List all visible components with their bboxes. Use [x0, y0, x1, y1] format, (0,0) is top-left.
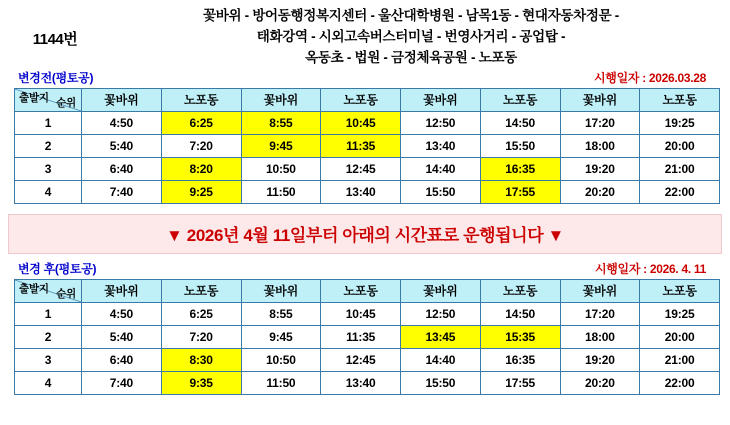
time-cell: 5:40 — [82, 134, 162, 157]
column-header: 노포동 — [480, 279, 560, 302]
time-cell: 7:40 — [82, 371, 162, 394]
time-cell: 21:00 — [640, 157, 720, 180]
time-cell: 8:30 — [161, 348, 241, 371]
column-header: 노포동 — [640, 88, 720, 111]
route-title — [110, 6, 730, 69]
column-header: 노포동 — [321, 88, 401, 111]
time-cell: 15:50 — [480, 134, 560, 157]
time-cell: 19:20 — [560, 348, 640, 371]
time-cell: 11:35 — [321, 134, 401, 157]
time-cell: 13:40 — [401, 134, 481, 157]
time-cell: 14:50 — [480, 302, 560, 325]
time-cell: 19:20 — [560, 157, 640, 180]
time-cell: 12:45 — [321, 348, 401, 371]
before-table-wrap — [0, 88, 730, 204]
time-cell: 9:25 — [161, 180, 241, 203]
column-header: 꽃바위 — [241, 88, 321, 111]
row-number: 4 — [15, 180, 82, 203]
table-header-row — [15, 88, 720, 111]
after-table-wrap — [0, 279, 730, 395]
time-cell: 21:00 — [640, 348, 720, 371]
time-cell: 18:00 — [560, 134, 640, 157]
time-cell: 5:40 — [82, 325, 162, 348]
time-cell: 8:55 — [241, 111, 321, 134]
row-number: 2 — [15, 134, 82, 157]
time-cell: 6:25 — [161, 302, 241, 325]
time-cell: 9:45 — [241, 134, 321, 157]
time-cell: 10:50 — [241, 157, 321, 180]
time-cell: 20:00 — [640, 134, 720, 157]
time-cell: 8:20 — [161, 157, 241, 180]
before-caption-row — [0, 69, 730, 88]
time-cell: 14:40 — [401, 157, 481, 180]
time-cell: 17:20 — [560, 111, 640, 134]
time-cell: 11:50 — [241, 371, 321, 394]
table-row — [15, 325, 720, 348]
column-header: 노포동 — [640, 279, 720, 302]
after-effective-date: 시행일자 : 2026. 4. 11 — [594, 261, 706, 276]
time-cell: 15:35 — [480, 325, 560, 348]
after-caption: 변경 후(평토공) — [18, 261, 97, 276]
column-header: 노포동 — [321, 279, 401, 302]
time-cell: 15:50 — [401, 180, 481, 203]
route-title-line-2: 태화강역 - 시외고속버스터미널 - 번영사거리 - 공업탑 - — [256, 28, 566, 44]
corner-order-label: 순위 — [56, 287, 76, 300]
row-number: 1 — [15, 111, 82, 134]
time-cell: 7:20 — [161, 325, 241, 348]
change-notice-banner: ▼ 2026년 4월 11일부터 아래의 시간표로 운행됩니다 ▼ — [8, 214, 722, 254]
column-header: 노포동 — [161, 279, 241, 302]
time-cell: 22:00 — [640, 371, 720, 394]
time-cell: 7:40 — [82, 180, 162, 203]
table-row — [15, 157, 720, 180]
before-caption: 변경전(평토공) — [18, 70, 94, 85]
time-cell: 9:35 — [161, 371, 241, 394]
time-cell: 10:45 — [321, 111, 401, 134]
table-row — [15, 111, 720, 134]
time-cell: 14:40 — [401, 348, 481, 371]
table-header-row — [15, 279, 720, 302]
time-cell: 13:40 — [321, 180, 401, 203]
after-timetable — [14, 279, 720, 395]
time-cell: 9:45 — [241, 325, 321, 348]
route-title-line-3: 옥동초 - 법원 - 금정체육공원 - 노포동 — [305, 49, 517, 65]
time-cell: 11:35 — [321, 325, 401, 348]
before-effective-date: 시행일자 : 2026.03.28 — [594, 70, 706, 85]
table-row — [15, 348, 720, 371]
table-row — [15, 180, 720, 203]
column-header: 노포동 — [480, 88, 560, 111]
time-cell: 6:40 — [82, 157, 162, 180]
corner-start-label: 출발지 — [19, 282, 49, 295]
header — [0, 0, 730, 69]
time-cell: 20:20 — [560, 371, 640, 394]
time-cell: 4:50 — [82, 111, 162, 134]
time-cell: 6:40 — [82, 348, 162, 371]
time-cell: 16:35 — [480, 157, 560, 180]
row-number: 1 — [15, 302, 82, 325]
time-cell: 12:45 — [321, 157, 401, 180]
time-cell: 13:40 — [321, 371, 401, 394]
time-cell: 12:50 — [401, 111, 481, 134]
table-row — [15, 134, 720, 157]
time-cell: 8:55 — [241, 302, 321, 325]
time-cell: 20:00 — [640, 325, 720, 348]
time-cell: 7:20 — [161, 134, 241, 157]
time-cell: 16:35 — [480, 348, 560, 371]
time-cell: 4:50 — [82, 302, 162, 325]
time-cell: 13:45 — [401, 325, 481, 348]
time-cell: 20:20 — [560, 180, 640, 203]
column-header: 꽃바위 — [241, 279, 321, 302]
corner-order-label: 순위 — [56, 96, 76, 109]
time-cell: 10:45 — [321, 302, 401, 325]
corner-header — [15, 88, 82, 111]
column-header: 노포동 — [161, 88, 241, 111]
time-cell: 10:50 — [241, 348, 321, 371]
before-timetable — [14, 88, 720, 204]
time-cell: 15:50 — [401, 371, 481, 394]
column-header: 꽃바위 — [82, 279, 162, 302]
time-cell: 17:55 — [480, 180, 560, 203]
row-number: 4 — [15, 371, 82, 394]
column-header: 꽃바위 — [82, 88, 162, 111]
corner-header — [15, 279, 82, 302]
column-header: 꽃바위 — [560, 88, 640, 111]
time-cell: 17:55 — [480, 371, 560, 394]
table-row — [15, 371, 720, 394]
column-header: 꽃바위 — [401, 279, 481, 302]
corner-start-label: 출발지 — [19, 91, 49, 104]
time-cell: 22:00 — [640, 180, 720, 203]
row-number: 3 — [15, 348, 82, 371]
time-cell: 19:25 — [640, 302, 720, 325]
column-header: 꽃바위 — [560, 279, 640, 302]
after-caption-row — [0, 260, 730, 279]
time-cell: 11:50 — [241, 180, 321, 203]
time-cell: 17:20 — [560, 302, 640, 325]
time-cell: 19:25 — [640, 111, 720, 134]
table-row — [15, 302, 720, 325]
row-number: 3 — [15, 157, 82, 180]
time-cell: 18:00 — [560, 325, 640, 348]
time-cell: 6:25 — [161, 111, 241, 134]
column-header: 꽃바위 — [401, 88, 481, 111]
route-title-line-1: 꽃바위 - 방어동행정복지센터 - 울산대학병원 - 남목1동 - 현대자동차정문 - — [203, 8, 619, 23]
time-cell: 12:50 — [401, 302, 481, 325]
row-number: 2 — [15, 325, 82, 348]
route-number: 1144번 — [32, 31, 78, 48]
time-cell: 14:50 — [480, 111, 560, 134]
